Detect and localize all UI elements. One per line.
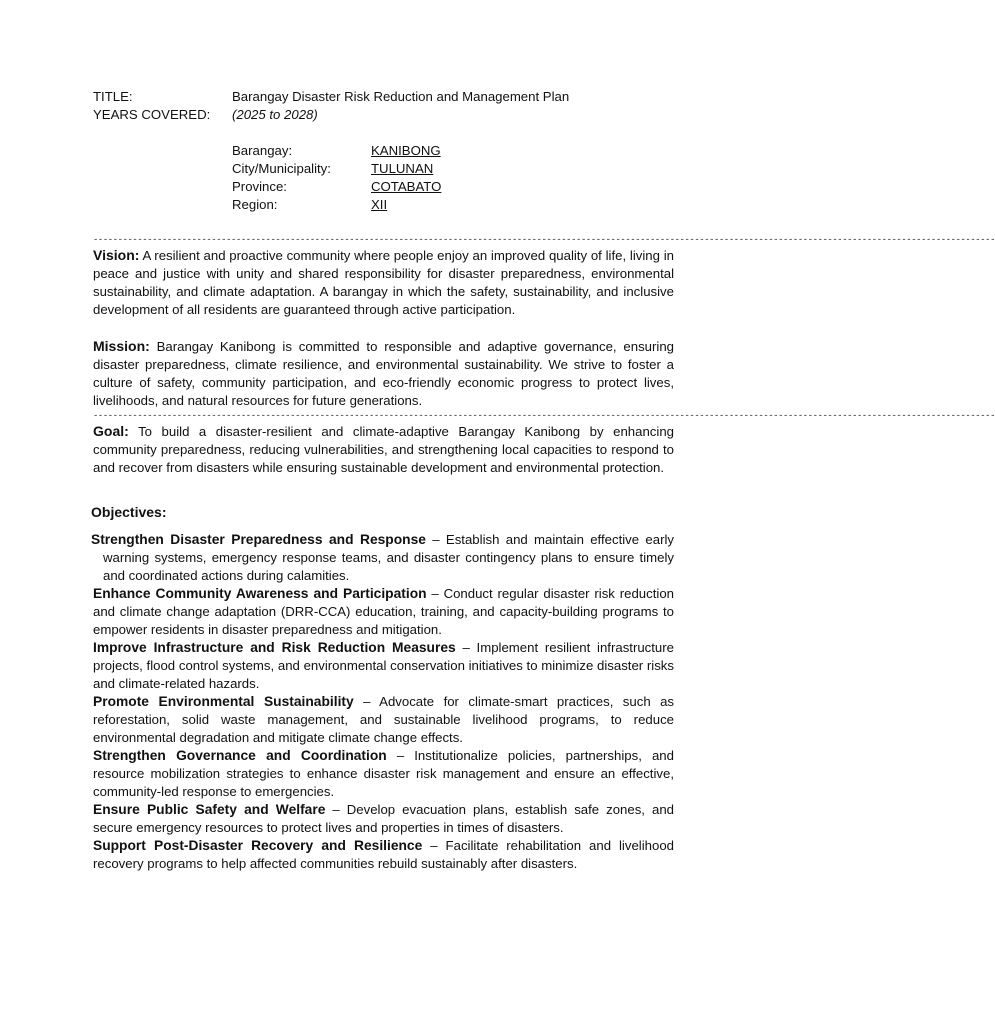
objective-text: – Institutionalize policies, partnerships, and resource mobilization strategies to enhance disaster risk management and ensure an effective, community-led response to emergencies. [93,748,674,799]
objective-text: – Advocate for climate-smart practices, such as reforestation, solid waste management, and sustainable livelihood programs, to reduce environmental degradation and mitigate climate change effects. [93,694,674,745]
barangay-value: KANIBONG [371,143,441,158]
vision-text: A resilient and proactive community where people enjoy an improved quality of life, living in peace and justice with unity and shared responsibility for disaster preparedness, environmental sustainability, and climate adaptation. A barangay in which the safety, sustainability, and inclusive development of all residents are guaranteed through active participation. [93,248,674,317]
vision-heading: Vision: [93,247,140,263]
barangay-label: Barangay: [232,143,293,158]
province-label: Province: [232,179,287,194]
objective-item [93,837,674,873]
objective-item [93,585,674,639]
location-row-province [232,178,674,196]
goal-heading: Goal: [93,423,129,439]
section-divider: --------------------------------------------------------------------------------------------------------------------------------------------------------------------------------------- [93,235,995,245]
objectives-list [93,531,674,873]
objective-item [93,639,674,693]
objective-title: Ensure Public Safety and Welfare [93,802,326,817]
document-header [93,88,674,124]
city-label: City/Municipality: [232,161,331,176]
vision-paragraph [93,246,674,319]
section-divider: --------------------------------------------------------------------------------------------------------------------------------------------------------------------------------------- [93,411,995,421]
region-label: Region: [232,197,278,212]
years-value: (2025 to 2028) [232,107,318,122]
region-value: XII [371,197,388,212]
objectives-heading: Objectives: [91,504,167,520]
years-row [93,106,674,124]
objective-text: – Implement resilient infrastructure projects, flood control systems, and environmental conservation initiatives to minimize disaster risks and climate-related hazards. [93,640,674,691]
title-row [93,88,674,106]
mission-heading: Mission: [93,338,150,354]
goal-paragraph [93,422,674,477]
objective-text: – Establish and maintain effective early warning systems, emergency response teams, and disaster contingency plans to ensure timely and coordinated actions during calamities. [103,532,674,583]
objective-item [93,531,674,585]
objective-title: Improve Infrastructure and Risk Reduction Measures [93,640,456,655]
objective-text: – Develop evacuation plans, establish safe zones, and secure emergency resources to protect lives and properties in times of disasters. [93,802,674,835]
location-block [232,142,674,214]
goal-text: To build a disaster-resilient and climate-adaptive Barangay Kanibong by enhancing community preparedness, reducing vulnerabilities, and strengthening local capacities to respond to and recover from disasters while ensuring sustainable development and environmental protection. [93,424,674,475]
mission-text: Barangay Kanibong is committed to responsible and adaptive governance, ensuring disaster preparedness, climate resilience, and environmental sustainability. We strive to foster a culture of safety, community participation, and eco-friendly economic progress to protect lives, livelihoods, and natural resources for future generations. [93,339,674,408]
objective-item [93,801,674,837]
objective-item [93,747,674,801]
years-label: YEARS COVERED: [93,107,211,122]
location-row-region [232,196,674,214]
objective-item [93,693,674,747]
city-value: TULUNAN [371,161,434,176]
mission-paragraph [93,337,674,410]
objective-title: Support Post-Disaster Recovery and Resilience [93,838,423,853]
location-row-barangay [232,142,674,160]
objective-title: Promote Environmental Sustainability [93,694,354,709]
location-row-city [232,160,674,178]
province-value: COTABATO [371,179,442,194]
objective-title: Enhance Community Awareness and Participation [93,586,427,601]
objective-title: Strengthen Disaster Preparedness and Response [91,532,426,547]
title-label: TITLE: [93,89,133,104]
objective-text: – Conduct regular disaster risk reduction and climate change adaptation (DRR-CCA) education, training, and capacity-building programs to empower residents in disaster preparedness and mitigation. [93,586,674,637]
objective-title: Strengthen Governance and Coordination [93,748,387,763]
title-value: Barangay Disaster Risk Reduction and Management Plan [232,89,570,104]
objective-text: – Facilitate rehabilitation and livelihood recovery programs to help affected communities rebuild sustainably after disasters. [93,838,674,871]
